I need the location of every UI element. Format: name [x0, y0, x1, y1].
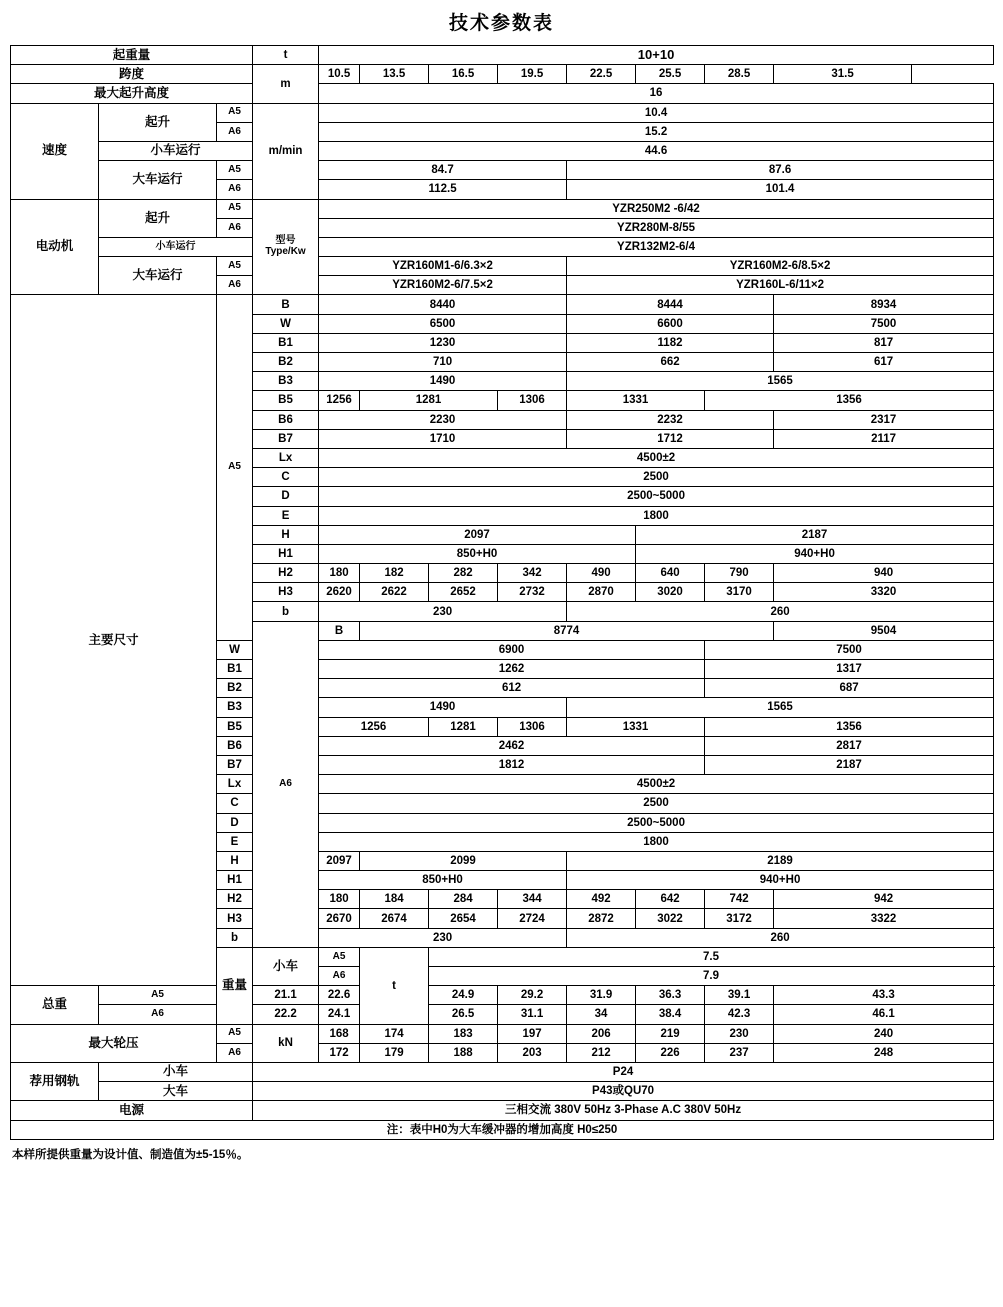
table-row — [11, 103, 994, 122]
wheel-a6-1: 172 — [319, 1043, 360, 1062]
dim-key-Lx: Lx — [217, 775, 253, 794]
a6-B6-1: 2462 — [319, 736, 705, 755]
duty-a5: A5 — [217, 1024, 253, 1043]
a6-B2-2: 687 — [705, 679, 994, 698]
a6-B-2: 9504 — [774, 621, 994, 640]
table-note-row — [11, 1120, 994, 1139]
a5-H2-8: 940 — [774, 564, 994, 583]
a6-H3-2: 2674 — [360, 909, 429, 928]
motor-trolley: YZR132M2-6/4 — [319, 237, 994, 256]
dim-key-B7: B7 — [253, 429, 319, 448]
a6-B1-1: 1262 — [319, 660, 705, 679]
a6-C: 2500 — [319, 794, 994, 813]
span-value: 25.5 — [636, 65, 705, 84]
row-label-total-weight: 总重 — [11, 986, 99, 1024]
table-note: 注：表中H0为大车缓冲器的增加高度 H0≤250 — [11, 1120, 994, 1139]
motor-hoist-a5: YZR250M2 -6/42 — [319, 199, 994, 218]
dim-key-b: b — [217, 928, 253, 947]
duty-a5: A5 — [99, 986, 217, 1005]
a6-W-1: 6900 — [319, 640, 705, 659]
a6-B-1: 8774 — [360, 621, 774, 640]
duty-a6: A6 — [217, 1043, 253, 1062]
a6-H3-8: 3322 — [774, 909, 994, 928]
duty-a6: A6 — [319, 967, 360, 986]
a5-B7-3: 2117 — [774, 429, 994, 448]
a5-B6-2: 2232 — [567, 410, 774, 429]
a6-E: 1800 — [319, 832, 994, 851]
unit-type-kw — [253, 199, 319, 295]
a5-B7-2: 1712 — [567, 429, 774, 448]
duty-a6: A6 — [99, 1005, 217, 1024]
duty-a6: A6 — [217, 218, 253, 237]
a5-H3-1: 2620 — [319, 583, 360, 602]
a5-b-1: 230 — [319, 602, 567, 621]
a5-B1-1: 1230 — [319, 333, 567, 352]
a6-H3-3: 2654 — [429, 909, 498, 928]
dim-key-H: H — [253, 525, 319, 544]
a5-Lx: 4500±2 — [319, 448, 994, 467]
total-a6-1: 22.2 — [253, 1005, 319, 1024]
dim-key-B7: B7 — [217, 755, 253, 774]
wheel-a5-8: 240 — [774, 1024, 994, 1043]
a6-H2-3: 284 — [429, 890, 498, 909]
dim-key-E: E — [217, 832, 253, 851]
motor-crane-a5-2: YZR160M2-6/8.5×2 — [567, 257, 994, 276]
dim-key-B5: B5 — [217, 717, 253, 736]
dim-key-H2: H2 — [217, 890, 253, 909]
table-row — [11, 1101, 994, 1120]
a5-B5-1: 1256 — [319, 391, 360, 410]
a5-B3-1: 1490 — [319, 372, 567, 391]
dim-key-W: W — [217, 640, 253, 659]
a5-B5-2: 1281 — [360, 391, 498, 410]
total-a6-4: 31.1 — [498, 1005, 567, 1024]
a5-H-1: 2097 — [319, 525, 636, 544]
duty-a5: A5 — [217, 161, 253, 180]
a6-D: 2500~5000 — [319, 813, 994, 832]
total-a5-1: 21.1 — [253, 986, 319, 1005]
a6-H3-6: 3022 — [636, 909, 705, 928]
total-a6-6: 38.4 — [636, 1005, 705, 1024]
table-row — [11, 161, 994, 180]
dim-key-W: W — [253, 314, 319, 333]
a5-B5-5: 1356 — [705, 391, 994, 410]
a6-B3-1: 1490 — [319, 698, 567, 717]
table-row — [11, 237, 994, 256]
total-a6-8: 46.1 — [774, 1005, 994, 1024]
a5-B2-2: 662 — [567, 353, 774, 372]
row-label-span: 跨度 — [11, 65, 253, 84]
a6-Lx: 4500±2 — [319, 775, 994, 794]
a6-H3-4: 2724 — [498, 909, 567, 928]
page-title: 技术参数表 — [448, 13, 554, 34]
wheel-a5-2: 174 — [360, 1024, 429, 1043]
dim-key-B: B — [253, 295, 319, 314]
dim-key-H3: H3 — [253, 583, 319, 602]
span-value: 10.5 — [319, 65, 360, 84]
dim-key-B2: B2 — [217, 679, 253, 698]
a5-B7-1: 1710 — [319, 429, 567, 448]
dim-key-H2: H2 — [253, 564, 319, 583]
rail-crane: P43或QU70 — [253, 1082, 994, 1101]
row-label-rail-used: 荐用钢轨 — [11, 1062, 99, 1100]
a6-b-2: 260 — [567, 928, 994, 947]
a5-E: 1800 — [319, 506, 994, 525]
a6-H3-5: 2872 — [567, 909, 636, 928]
a5-H2-3: 282 — [429, 564, 498, 583]
wheel-a5-7: 230 — [705, 1024, 774, 1043]
wheel-a6-2: 179 — [360, 1043, 429, 1062]
a5-H2-7: 790 — [705, 564, 774, 583]
dim-key-D: D — [253, 487, 319, 506]
a5-B6-3: 2317 — [774, 410, 994, 429]
value-capacity: 10+10 — [319, 46, 994, 65]
dim-key-B1: B1 — [217, 660, 253, 679]
a6-H2-5: 492 — [567, 890, 636, 909]
a6-H3-1: 2670 — [319, 909, 360, 928]
table-row — [11, 1005, 994, 1024]
dim-key-B6: B6 — [217, 736, 253, 755]
speed-trolley: 44.6 — [319, 141, 994, 160]
dim-key-B5: B5 — [253, 391, 319, 410]
a6-H-2: 2099 — [360, 851, 567, 870]
dim-key-H1: H1 — [217, 871, 253, 890]
total-a6-3: 26.5 — [429, 1005, 498, 1024]
a6-H-1: 2097 — [319, 851, 360, 870]
a5-B6-1: 2230 — [319, 410, 567, 429]
a5-B1-3: 817 — [774, 333, 994, 352]
wheel-a6-6: 226 — [636, 1043, 705, 1062]
speed-crane-a6-1: 112.5 — [319, 180, 567, 199]
total-a5-4: 29.2 — [498, 986, 567, 1005]
total-a6-5: 34 — [567, 1005, 636, 1024]
span-value: 22.5 — [567, 65, 636, 84]
total-a5-8: 43.3 — [774, 986, 994, 1005]
dim-key-B3: B3 — [253, 372, 319, 391]
total-a6-7: 42.3 — [705, 1005, 774, 1024]
page-footnote: 本样所提供重量为设计值、制造值为±5-15％。 — [12, 1148, 249, 1161]
a6-B5-4: 1331 — [567, 717, 705, 736]
wheel-a6-5: 212 — [567, 1043, 636, 1062]
a5-H3-4: 2732 — [498, 583, 567, 602]
unit-kn: kN — [253, 1024, 319, 1062]
dim-key-B3: B3 — [217, 698, 253, 717]
row-label-speed: 速度 — [11, 103, 99, 199]
duty-a5: A5 — [217, 257, 253, 276]
table-row — [11, 199, 994, 218]
a5-H3-7: 3170 — [705, 583, 774, 602]
a5-H3-3: 2652 — [429, 583, 498, 602]
unit-type-line2: Type/Kw — [265, 245, 306, 257]
table-row — [11, 986, 994, 1005]
table-row — [11, 1082, 994, 1101]
a5-H1-2: 940+H0 — [636, 544, 994, 563]
row-label-trolley-travel: 小车运行 — [99, 237, 253, 256]
a5-B-1: 8440 — [319, 295, 567, 314]
row-label-max-wheel-pressure: 最大轮压 — [11, 1024, 217, 1062]
a6-H2-7: 742 — [705, 890, 774, 909]
span-value: 16.5 — [429, 65, 498, 84]
row-label-motor: 电动机 — [11, 199, 99, 295]
table-row — [11, 1024, 994, 1043]
wheel-a6-8: 248 — [774, 1043, 994, 1062]
duty-a5: A5 — [217, 295, 253, 640]
row-label-trolley: 小车 — [253, 947, 319, 985]
wheel-a6-7: 237 — [705, 1043, 774, 1062]
row-label-crane-travel: 大车运行 — [99, 161, 217, 199]
a5-H2-5: 490 — [567, 564, 636, 583]
row-label-trolley-travel: 小车运行 — [99, 141, 253, 160]
span-value: 28.5 — [705, 65, 774, 84]
table-row — [11, 46, 994, 65]
speed-crane-a5-1: 84.7 — [319, 161, 567, 180]
table-row — [11, 257, 994, 276]
a6-B5-5: 1356 — [705, 717, 994, 736]
speed-crane-a6-2: 101.4 — [567, 180, 994, 199]
a5-H2-6: 640 — [636, 564, 705, 583]
table-row — [11, 295, 994, 314]
duty-a6: A6 — [253, 621, 319, 947]
duty-a6: A6 — [217, 276, 253, 295]
dim-key-H: H — [217, 851, 253, 870]
a6-b-1: 230 — [319, 928, 567, 947]
value-max-lift-height: 16 — [319, 84, 994, 103]
row-label-max-lift-height: 最大起升高度 — [11, 84, 253, 103]
wheel-a5-4: 197 — [498, 1024, 567, 1043]
a6-H2-6: 642 — [636, 890, 705, 909]
a6-B7-2: 2187 — [705, 755, 994, 774]
wheel-a5-6: 219 — [636, 1024, 705, 1043]
a5-H2-1: 180 — [319, 564, 360, 583]
row-label-hoisting: 起升 — [99, 199, 217, 237]
row-label-crane: 大车 — [99, 1082, 253, 1101]
wheel-a6-3: 188 — [429, 1043, 498, 1062]
a6-H1-1: 850+H0 — [319, 871, 567, 890]
a6-H2-8: 942 — [774, 890, 994, 909]
total-a5-5: 31.9 — [567, 986, 636, 1005]
a5-H3-8: 3320 — [774, 583, 994, 602]
dim-key-B1: B1 — [253, 333, 319, 352]
a6-H-3: 2189 — [567, 851, 994, 870]
weight-trolley-a5: 7.5 — [429, 947, 994, 966]
a5-b-2: 260 — [567, 602, 994, 621]
technical-parameters-table — [10, 45, 994, 1140]
row-label-main-dimensions: 主要尺寸 — [11, 295, 217, 986]
a5-H-2: 2187 — [636, 525, 994, 544]
a5-H3-2: 2622 — [360, 583, 429, 602]
row-label-lifting-capacity: 起重量 — [11, 46, 253, 65]
a5-H1-1: 850+H0 — [319, 544, 636, 563]
a6-H2-4: 344 — [498, 890, 567, 909]
row-label-trolley: 小车 — [99, 1062, 253, 1081]
a5-W-1: 6500 — [319, 314, 567, 333]
span-value: 31.5 — [774, 65, 912, 84]
speed-hoist-a5: 10.4 — [319, 103, 994, 122]
a5-B2-3: 617 — [774, 353, 994, 372]
a6-H3-7: 3172 — [705, 909, 774, 928]
wheel-a6-4: 203 — [498, 1043, 567, 1062]
dim-key-B2: B2 — [253, 353, 319, 372]
a5-B5-3: 1306 — [498, 391, 567, 410]
a5-H3-6: 3020 — [636, 583, 705, 602]
duty-a5: A5 — [319, 947, 360, 966]
table-row — [11, 84, 994, 103]
motor-crane-a6-1: YZR160M2-6/7.5×2 — [319, 276, 567, 295]
a5-H2-4: 342 — [498, 564, 567, 583]
dim-key-b: b — [253, 602, 319, 621]
dim-key-C: C — [253, 468, 319, 487]
unit-m: m — [253, 65, 319, 103]
a5-B1-2: 1182 — [567, 333, 774, 352]
dim-key-H3: H3 — [217, 909, 253, 928]
duty-a5: A5 — [217, 199, 253, 218]
a5-H2-2: 182 — [360, 564, 429, 583]
a5-W-3: 7500 — [774, 314, 994, 333]
total-a6-2: 24.1 — [319, 1005, 360, 1024]
a6-W-2: 7500 — [705, 640, 994, 659]
wheel-a5-5: 206 — [567, 1024, 636, 1043]
total-a5-7: 39.1 — [705, 986, 774, 1005]
a6-B6-2: 2817 — [705, 736, 994, 755]
motor-crane-a6-2: YZR160L-6/11×2 — [567, 276, 994, 295]
dim-key-E: E — [253, 506, 319, 525]
duty-a6: A6 — [217, 122, 253, 141]
dim-key-Lx: Lx — [253, 448, 319, 467]
a5-C: 2500 — [319, 468, 994, 487]
a6-B3-2: 1565 — [567, 698, 994, 717]
a6-H1-2: 940+H0 — [567, 871, 994, 890]
wheel-a5-1: 168 — [319, 1024, 360, 1043]
total-a5-2: 22.6 — [319, 986, 360, 1005]
duty-a5: A5 — [217, 103, 253, 122]
dim-key-B6: B6 — [253, 410, 319, 429]
a6-B7-1: 1812 — [319, 755, 705, 774]
total-a5-6: 36.3 — [636, 986, 705, 1005]
unit-type-line1: 型号 — [275, 235, 296, 247]
a5-B-3: 8934 — [774, 295, 994, 314]
dim-key-C: C — [217, 794, 253, 813]
a5-B3-2: 1565 — [567, 372, 994, 391]
power-value: 三相交流 380V 50Hz 3-Phase A.C 380V 50Hz — [253, 1101, 994, 1120]
span-value: 19.5 — [498, 65, 567, 84]
duty-a6: A6 — [217, 180, 253, 199]
unit-t: t — [253, 46, 319, 65]
row-label-crane-travel: 大车运行 — [99, 257, 217, 295]
a6-B1-2: 1317 — [705, 660, 994, 679]
motor-hoist-a6: YZR280M-8/55 — [319, 218, 994, 237]
a5-H3-5: 2870 — [567, 583, 636, 602]
a6-B5-2: 1281 — [429, 717, 498, 736]
a6-B2-1: 612 — [319, 679, 705, 698]
weight-trolley-a6: 7.9 — [429, 967, 994, 986]
wheel-a5-3: 183 — [429, 1024, 498, 1043]
a6-B5-1: 1256 — [319, 717, 429, 736]
a6-H2-2: 184 — [360, 890, 429, 909]
row-label-power-supply: 电源 — [11, 1101, 253, 1120]
rail-trolley: P24 — [253, 1062, 994, 1081]
a5-B-2: 8444 — [567, 295, 774, 314]
unit-m-min: m/min — [253, 103, 319, 199]
motor-crane-a5-1: YZR160M1-6/6.3×2 — [319, 257, 567, 276]
speed-crane-a5-2: 87.6 — [567, 161, 994, 180]
a5-W-2: 6600 — [567, 314, 774, 333]
span-value: 13.5 — [360, 65, 429, 84]
dim-key-D: D — [217, 813, 253, 832]
row-label-weight: 重量 — [217, 947, 253, 1024]
dim-key-B: B — [319, 621, 360, 640]
a5-B2-1: 710 — [319, 353, 567, 372]
a5-B5-4: 1331 — [567, 391, 705, 410]
dim-key-H1: H1 — [253, 544, 319, 563]
a6-B5-3: 1306 — [498, 717, 567, 736]
unit-t: t — [360, 947, 429, 1024]
total-a5-3: 24.9 — [429, 986, 498, 1005]
table-row — [11, 65, 994, 84]
speed-hoist-a6: 15.2 — [319, 122, 994, 141]
row-label-hoisting: 起升 — [99, 103, 217, 141]
a5-D: 2500~5000 — [319, 487, 994, 506]
table-row — [11, 1062, 994, 1081]
table-row — [11, 141, 994, 160]
a6-H2-1: 180 — [319, 890, 360, 909]
